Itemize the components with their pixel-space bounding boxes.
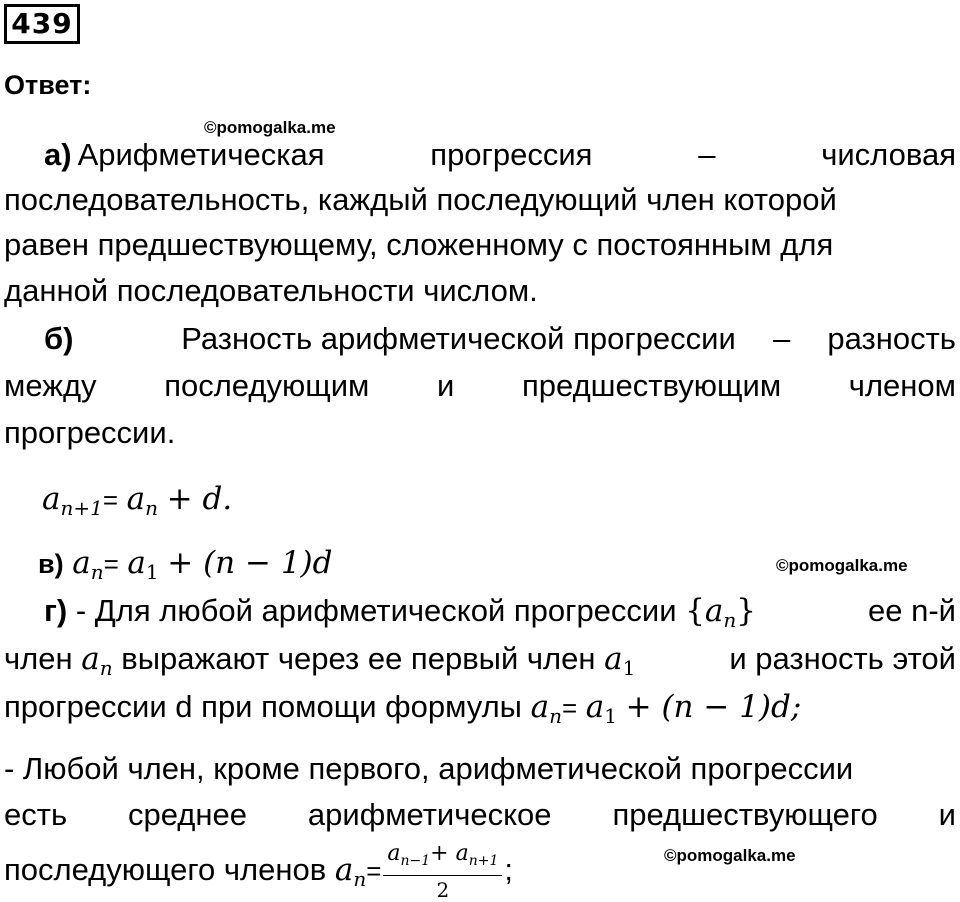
h-frac-sub2: n+1 — [468, 853, 499, 869]
formula-b-lhs: a — [42, 481, 61, 517]
section-a-marker: а) — [44, 137, 72, 172]
formula-v-lhs: a — [72, 545, 91, 581]
watermark-1: ©pomogalka.me — [204, 118, 336, 137]
section-a-word-1: Арифметическая — [77, 137, 325, 172]
section-b-l2-w2: последующим — [164, 368, 370, 403]
section-a-line-2: последовательность, каждый последующий член которой — [4, 182, 837, 217]
section-b-line-1 — [4, 316, 956, 362]
g-l2-mid: выражают через ее первый член — [121, 641, 596, 676]
g-l3-rhs-sub: 1 — [604, 704, 617, 728]
g-l2-an-sub: n — [99, 656, 113, 680]
g-l2-end: и разность этой — [729, 641, 956, 676]
section-a-start — [4, 132, 325, 178]
g-l3-eq: = — [561, 693, 578, 723]
section-g-line-3 — [4, 684, 956, 730]
section-b-words-2: – — [772, 321, 791, 356]
h-an-sub: n — [353, 867, 367, 892]
h-l2-w5: и — [938, 797, 956, 832]
h-end: ; — [504, 852, 514, 888]
h-fraction — [383, 842, 502, 902]
section-b-l2-w3: и — [437, 368, 455, 403]
answer-heading: Ответ: — [4, 70, 92, 100]
section-g-l1-text: - Для любой арифметической прогрессии — [75, 593, 677, 628]
h-eq: = — [366, 856, 382, 887]
g-set-sub: n — [723, 608, 737, 632]
section-b-marker: б) — [44, 321, 74, 356]
section-a-word-4: числовая — [821, 137, 956, 172]
section-h-line-1: - Любой член, кроме первого, арифметической прогрессии — [4, 751, 854, 786]
section-h-line-3 — [4, 841, 956, 902]
section-a-line-1 — [4, 132, 956, 178]
h-an: a — [334, 852, 354, 889]
g-l3-start: прогрессии d при помощи формулы — [4, 689, 522, 724]
g-l3-rhs-a: a — [585, 689, 605, 725]
h-l3-start: последующего членов — [4, 852, 327, 888]
section-b-line-3: прогрессии. — [4, 415, 176, 450]
section-a-word-3: – — [698, 137, 716, 172]
h-frac-a2: a — [455, 841, 469, 866]
section-a-line-3: равен предшествующему, сложенному с постоянным для — [4, 227, 834, 262]
section-a-word-2: прогрессия — [430, 137, 593, 172]
section-a-line-4: данной последовательности числом. — [4, 273, 538, 308]
h-frac-denominator: 2 — [436, 878, 450, 902]
g-l2-an: a — [81, 641, 100, 677]
h-frac-sub1: n−1 — [400, 853, 431, 869]
section-h-line-2 — [4, 792, 956, 838]
formula-v-rhs-sub: 1 — [145, 560, 159, 584]
section-b-line-2 — [4, 363, 956, 409]
section-v-marker: в) — [38, 549, 64, 579]
g-l2-start: член — [4, 641, 73, 676]
formula-b-rhs-rest: + d. — [166, 481, 233, 517]
watermark-2: ©pomogalka.me — [776, 556, 908, 575]
h-frac-a1: a — [387, 841, 401, 866]
section-g-line-2 — [4, 636, 956, 682]
section-b-l2-w1: между — [4, 368, 97, 403]
formula-b-rhs-a: a — [126, 481, 146, 517]
section-g-marker: г) — [44, 593, 68, 628]
formula-v-eq: = — [103, 549, 119, 579]
h-l2-w1: есть — [4, 797, 68, 832]
h-l2-w2: среднее — [128, 797, 247, 832]
g-l2-a1-sub: 1 — [622, 656, 636, 680]
formula-b-rhs-sub: n — [145, 496, 159, 520]
formula-b-eq: = — [102, 485, 119, 515]
formula-v-rhs-a: a — [127, 545, 146, 581]
task-number-box: 439 — [4, 4, 80, 44]
g-set-a: a — [704, 593, 724, 629]
formula-v-lhs-sub: n — [90, 560, 104, 584]
h-l2-w4: предшествующего — [612, 797, 878, 832]
formula-v-rhs-rest: + (n − 1)d — [167, 545, 333, 581]
h-l2-w3: арифметическое — [307, 797, 552, 832]
formula-b-lhs-sub: n+1 — [60, 496, 103, 520]
g-l3-an: a — [530, 689, 550, 725]
h-frac-plus: + — [430, 841, 449, 866]
section-b-formula — [42, 476, 960, 522]
section-b-words-1: Разность арифметической прогрессии — [181, 321, 736, 356]
g-set-open: { — [685, 593, 705, 629]
section-b-l2-w5: членом — [848, 368, 956, 403]
h-frac-numerator — [383, 842, 502, 876]
g-l3-an-sub: n — [549, 704, 562, 728]
g-l2-a1: a — [604, 641, 623, 677]
section-g-l1-end: ее n-й — [868, 593, 956, 628]
section-b-words-3: разность — [827, 321, 956, 356]
section-g-line-1 — [44, 588, 956, 634]
section-b-l2-w4: предшествующим — [521, 368, 782, 403]
g-set-close: } — [736, 593, 757, 629]
watermark-3: ©pomogalka.me — [664, 846, 796, 865]
g-l3-rhs-rest: + (n − 1)d; — [625, 689, 802, 725]
